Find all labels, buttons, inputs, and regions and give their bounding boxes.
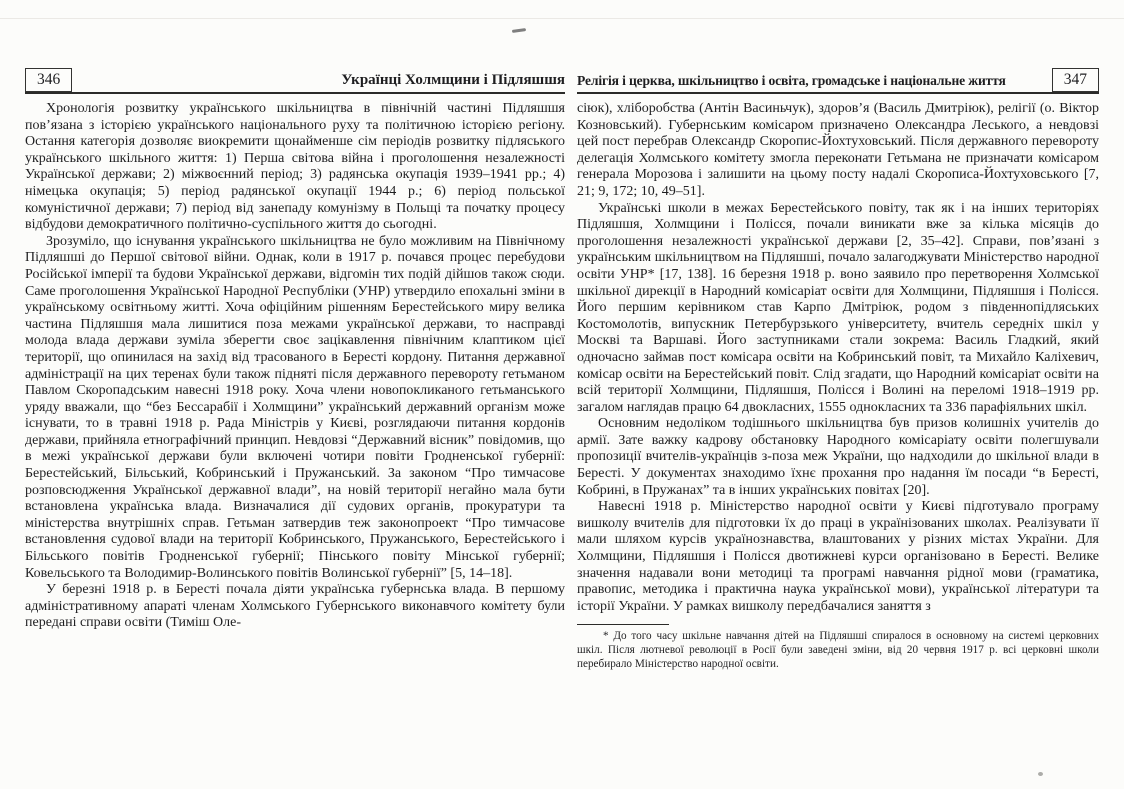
- footnote-separator: [577, 624, 669, 625]
- left-page-header: [25, 68, 565, 94]
- body-paragraph: Зрозуміло, що існування українського шкільництва не було можливим на Північному Підляшші до Першої світової війни. Однак, коли в 1917 р. почався процес перебудови Російської імперії та будови Української держави, відгомін тих подій дійшов також сюди. Саме проголошення Української Народної Республіки (УНР) утвердило епохальні зміни в українському освітньому житті. Хоча офіційним рішенням Берестейського миру велика частина Підляшшя мала лишитися поза межами української держави, то насправді молода влада держави зуміла зберегти своє зацікавлення північним клаптиком цієї території, що опинилася на захід від трасованого в Бересті кордону. Питання державної адміністрації на цих теренах були також підняті після державного перевороту гетьманом Павлом Скоропадським навесні 1918 року. Хоча члени новопокликаного гетьманського уряду вважали, що “без Бессарабії і Холмщини” український державний організм може існувати, то в травні 1918 р. Рада Міністрів у Києві, розглядаючи питання кордонів держави, прийняла етнографічний принцип. Невдовзі “Державний вісник” повідомив, що в межі української держави були включені чотири повіти Гродненської губернії: Берестейський, Більський, Кобринський і Пружанський. За законом “Про тимчасове розповсюдження Української державної влади”, на новій території негайно мала бути встановлена українська влада. Визначалися дії судових органів, прокуратури та міністерства внутрішніх справ. Гетьман затвердив теж законопроект “Про тимчасове встановлення судової влади на території Кобринського, Пружанського, Берестейського і Більського повітів Гродненської губернії; Пінського повіту Мінської губернії; Ковельського та Володимир-Волинського повітів Волинської губернії” [5, 14–18].: [25, 233, 565, 581]
- right-page: [577, 68, 1099, 671]
- body-paragraph: Українські школи в межах Берестейського повіту, так як і на інших територіях Підляшшя, Холмщини і Полісся, почали виникати вже за кілька місяців до проголошення незалежності української держави [2, 35–42]. Справи, пов’язані з українським шкільництвом на Підляшші, почало залагоджувати Міністерство народної освіти УНР* [17, 138]. 16 березня 1918 р. воно заявило про перетворення Холмської шкільної дирекції в Народний комісаріат освіти для Холмщини, Підляшшя і Полісся. Його першим керівником став Карпо Дмітріюк, родом з південнопідляських Костомолотів, випускник Петербурзького університету, вчитель середніх шкіл у Москві та Варшаві. Його заступниками стали зокрема: Василь Гладкий, який одночасно займав пост комісара освіти на Кобринський повіт, та Михайло Каліхевич, комісар освіти на Берестейський повіт. Слід згадати, що Народний комісаріат освіти на всій території Холмщини, Підляшшя, Полісся і Волині на переломі 1918–1919 рр. загалом наглядав працю 64 двокласних, 1555 однокласних та 336 парафіяльних шкіл.: [577, 200, 1099, 415]
- scan-artifact-topline: [0, 18, 1124, 19]
- body-paragraph: Основним недоліком тодішнього шкільництва був призов колишніх учителів до армії. Зате важку кадрову обстановку Народного комісаріату освіти полегшували пропозиції вчителів-українців з-поза меж України, що надходили до шкільної влади в Бересті. У документах знаходимо їхнє прохання про надання їм посади “в Бересті, Кобрині, в Пружанах” та в інших українських повітах [20].: [577, 416, 1099, 498]
- left-page-body: [25, 101, 565, 632]
- body-paragraph: Навесні 1918 р. Міністерство народної освіти у Києві підготувало програму вишколу вчителів для підготовки їх до праці в українізованих школах. Реалізувати її мали шляхом курсів українознавства, влаштованих у різних містах України. Для Холмщини, Підляшшя і Полісся двотижневі курси організовано в Бересті. Велике значення надавали вони методиці та програмі навчання рідної мови (граматика, правопис, методика і практична наука української мови), української літератури та історії України. У рамках вишколу передбачалися заняття з: [577, 499, 1099, 614]
- left-page: [25, 68, 565, 632]
- body-paragraph: Хронологія розвитку українського шкільництва в північній частині Підляшшя пов’язана з історією українського національного руху та політичною історією регіону. Остання категорія дозволяє виокремити щонайменше сім періодів розвитку підляського українського шкільного життя: 1) Перша світова війна і проголошення незалежності Української держави; 2) міжвоєнний період; 3) радянська окупація 1939–1941 рр.; 4) німецька окупація; 5) період радянської окупації 1944 р.; 6) період польської комуністичної держави; 7) період від занепаду комунізму в Польщі та початку процесу відбудови демократичного політично-суспільного життя до сьогодні.: [25, 101, 565, 233]
- scan-artifact-mark: [512, 28, 526, 33]
- body-paragraph: У березні 1918 р. в Бересті почала діяти українська губернська влада. В першому адміністративному апараті членам Холмського Губернського виконавчого комітету були передані справи освіти (Тиміш Оле-: [25, 582, 565, 631]
- body-paragraph: сіюк), хліборобства (Антін Васиньчук), здоров’я (Василь Дмитріюк), релігії (о. Віктор Козновський). Губернським комісаром призначено Олександра Леського, а невдовзі цей пост перебрав Олександр Скоропис-Йохтуховський. Після державного перевороту делегація Холмського комітету змогла переконати Гетьмана не призначати комісаром генерала Морозова і залишити на цьому посту надалі Скорописа-Йохтуховського [7, 21; 9, 172; 10, 49–51].: [577, 101, 1099, 199]
- right-page-header: [577, 68, 1099, 94]
- right-page-number: 347: [1052, 68, 1099, 92]
- right-page-body: [577, 101, 1099, 615]
- left-page-number: 346: [25, 68, 72, 92]
- right-running-header: Релігія і церква, шкільництво і освіта, громадське і національне життя: [577, 73, 1006, 88]
- left-running-header: Українці Холмщини і Підляшшя: [341, 72, 565, 88]
- footnote: * До того часу шкільне навчання дітей на Підляшші спиралося в основному на системі церковних шкіл. Після лютневої революції в Росії були заведені зміни, від 20 червня 1917 р. всі церковні школи перебирало Міністерство народної освіти.: [577, 630, 1099, 670]
- scan-artifact-speck: [1038, 772, 1043, 776]
